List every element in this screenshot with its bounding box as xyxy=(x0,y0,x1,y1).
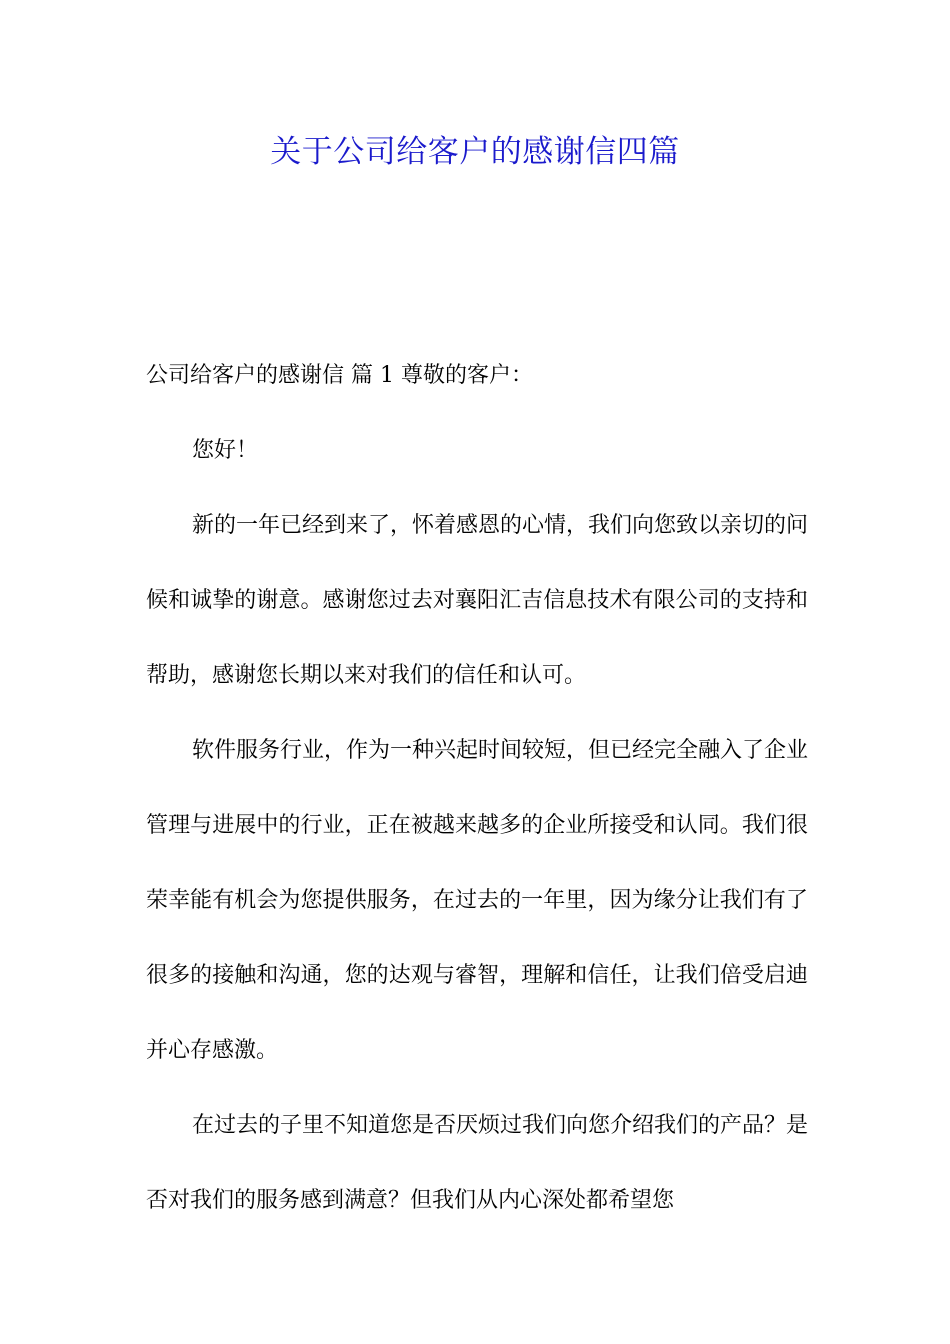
letter-heading xyxy=(146,338,808,413)
document-title: 关于公司给客户的感谢信四篇 xyxy=(270,134,680,170)
letter-heading-text: 公司给客户的感谢信 篇 1 尊敬的客户： xyxy=(146,363,533,388)
paragraph-3: 在过去的子里不知道您是否厌烦过我们向您介绍我们的产品？是否对我们的服务感到满意？但我们从内心深处都希望您 xyxy=(146,1113,809,1213)
paragraph-2: 软件服务行业，作为一种兴起时间较短，但已经完全融入了企业管理与进展中的行业，正在被越来越多的企业所接受和认同。我们很荣幸能有机会为您提供服务，在过去的一年里，因为缘分让我们有了很多的接触和沟通，您的达观与睿智，理解和信任，让我们倍受启迪并心存感激。 xyxy=(146,738,809,1063)
paragraph-1: 新的一年已经到来了，怀着感恩的心情，我们向您致以亲切的问候和诚挚的谢意。感谢您过去对襄阳汇吉信息技术有限公司的支持和帮助，感谢您长期以来对我们的信任和认可。 xyxy=(146,513,809,688)
paragraph-greeting: 您好！ xyxy=(192,438,259,463)
document-body xyxy=(146,338,808,1238)
